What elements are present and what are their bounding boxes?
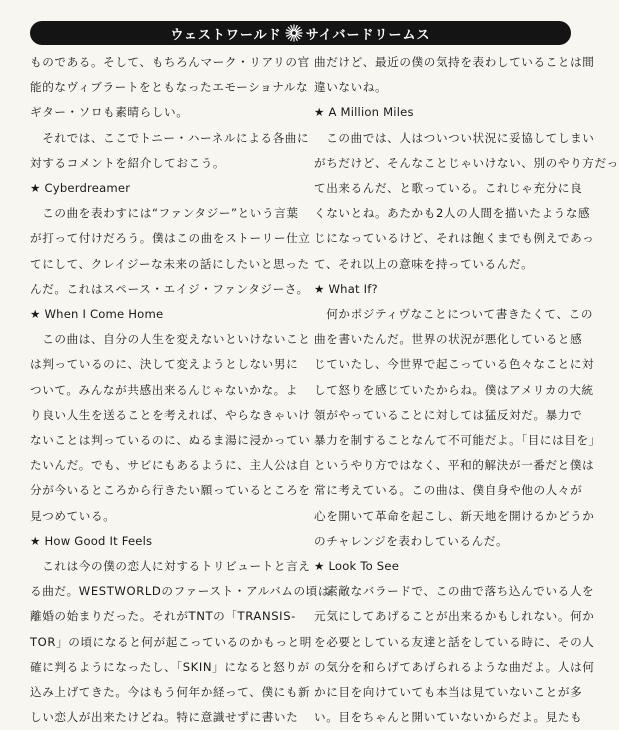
text-line: 込み上げてきた。今はもう何年か経って、僕にも新 [30, 685, 311, 700]
text-line: 違いないね。 [314, 80, 388, 95]
text-line: ギター・ソロも素晴らしい。 [30, 105, 189, 120]
text-line: る曲だ。WESTWORLDのファースト・アルバムの頃は [30, 584, 331, 599]
text-line: というやり方ではなく、平和的解決が一番だと僕は [314, 458, 595, 473]
text-line: は判っているのに、決して変えようとしない男に [30, 357, 299, 372]
text-line: ないことは判っているのに、ぬるま湯に浸かってい [30, 433, 311, 448]
text-line: 何かポジティヴなことについて書きたくて、この [314, 307, 594, 322]
song-title-heading: ★ Cyberdreamer [30, 181, 131, 196]
text-line: て出来るんだ、と歌っている。これじゃ充分に良 [314, 181, 583, 196]
song-title-heading: ★ When I Come Home [30, 307, 164, 322]
text-line: 離婚の始まりだった。それがTNTの「TRANSIS- [30, 609, 296, 624]
text-line: 曲を書いたんだ。世界の状況が悪化していると感 [314, 332, 583, 347]
text-line: それでは、ここでトニー・ハーネルによる各曲に [30, 130, 310, 145]
text-line: この曲では、人はついつい状況に妥協してしまい [314, 130, 595, 145]
text-line: 曲だけど、最近の僕の気持を表わしていることは間 [314, 55, 595, 69]
text-line: くないとね。あたかも2人の人間を描いたような感 [314, 206, 591, 221]
text-line: たいんだ。でも、サビにもあるように、主人公は自 [30, 458, 311, 473]
text-line: じになっているけど、それは飽くまでも例えであっ [314, 231, 595, 246]
text-line: ついて。みんなが共感出来るんじゃないかな。よ [30, 382, 299, 397]
sunburst-icon [285, 24, 303, 42]
song-title-heading: ★ A Million Miles [314, 105, 414, 120]
text-line: を必要としている友達と話をしている時に、その人 [314, 634, 595, 649]
text-line: て、それ以上の意味を持っているんだ。 [314, 256, 534, 271]
text-line: んだ。これはスペース・エイジ・ファンタジーさ。 [30, 281, 309, 296]
text-line: これは今の僕の恋人に対するトリビュートと言え [30, 559, 311, 574]
text-line: 元気にしてあげることが出来るかもしれない。何か [314, 609, 595, 624]
banner-title-cyberdreams: サイバードリームス [305, 27, 431, 43]
text-line: この曲は、自分の人生を変えないといけないこと [30, 332, 311, 347]
text-line: 心を開いて革命を起こし、新天地を開けるかどうか [314, 508, 595, 523]
text-line: 見つめている。 [30, 508, 116, 523]
text-line: 暴力を制することなんて不可能だよ。「目には目を」 [314, 433, 601, 448]
text-line: して怒りを感じていたからね。僕はアメリカの大統 [314, 382, 594, 397]
text-line: 能的なヴィブラートをともなったエモーショナルな [30, 80, 309, 95]
text-line: 分が今いるところから行きたい願っているところを [30, 483, 311, 498]
text-line: の気分を和らげてあげられるような曲だよ。人は何 [314, 659, 595, 674]
text-line: ものである。そして、もちろんマーク・リアリの官 [30, 55, 310, 69]
right-text-column [314, 50, 619, 730]
text-line: 素敵なバラードで、この曲で落ち込んでいる人を [314, 584, 595, 599]
text-line: かに目を向けていても本当は見ていないことが多 [314, 685, 583, 700]
text-line: 領がやっていることに対しては猛反対だ。暴力で [314, 407, 583, 422]
text-line: 対するコメントを紹介しておこう。 [30, 155, 226, 170]
text-line: 常に考えている。この曲は、僕自身や他の人々が [314, 483, 583, 498]
text-line: てにして、クレイジーな未来の話にしたいと思った [30, 256, 310, 271]
text-line: がちだけど、そんなことじゃいけない、別のやり方だっ [314, 155, 619, 170]
text-line: のチャレンジを表わしているんだ。 [314, 533, 509, 548]
text-line: この曲を表わすには“ファンタジー”という言葉 [30, 206, 299, 221]
text-line: じていたし、今世界で起こっている色々なことに対 [314, 357, 595, 372]
banner-title-westworld: ウェストワールド [170, 27, 282, 43]
song-title-heading: ★ What If? [314, 281, 378, 296]
text-line: が打って付けだろう。僕はこの曲をストーリー仕立 [30, 231, 311, 246]
song-title-heading: ★ How Good It Feels [30, 533, 153, 548]
text-line: 確に判るようになったし、「SKIN」になると怒りが [30, 659, 310, 674]
left-text-column [30, 50, 331, 730]
text-line: TOR」の頃になると何が起こっているのかもっと明 [30, 634, 312, 649]
text-line: い。目をちゃんと開いていないからだよ。見たも [314, 710, 583, 725]
section-banner [30, 21, 571, 45]
text-line: り良い人生を送ることを考えれば、やらなきゃいけ [30, 407, 311, 422]
text-line: しい恋人が出来たけどね。特に意識せずに書いた [30, 710, 299, 725]
song-title-heading: ★ Look To See [314, 559, 400, 574]
